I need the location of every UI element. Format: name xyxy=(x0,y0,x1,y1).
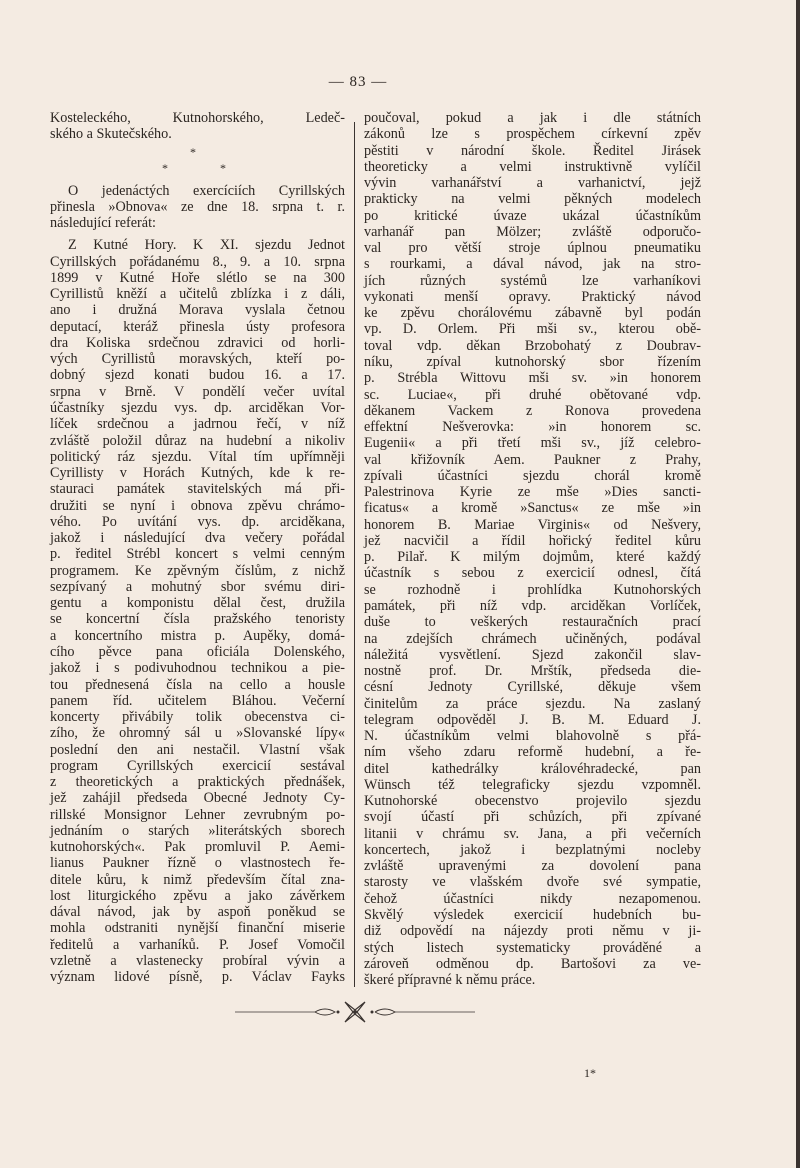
section-separator xyxy=(50,145,345,179)
text-line: kutnohorských«. Pak promluvil P. Aemi- xyxy=(50,839,345,856)
text-line: zákonů lze s prospěchem církevní zpěv xyxy=(364,126,701,143)
column-divider xyxy=(354,122,355,987)
text-line: z theoretických a praktických přednášek, xyxy=(50,774,345,791)
text-line: sezpívaný a mohutný sbor svému diri- xyxy=(50,578,345,595)
text-line: honorem B. Mariae Virginis« od Nešvery, xyxy=(364,516,701,533)
signature-mark: 1* xyxy=(584,1066,596,1080)
text-line: ke zpěvu chorálovému zábavně byl podán xyxy=(364,305,701,322)
page-number: — 83 — xyxy=(328,74,388,90)
text-line: gentu a komponistu dělal čest, družila xyxy=(50,595,345,612)
text-line: sc. Luciae«, při druhé obětované vdp. xyxy=(364,386,701,403)
text-line: starosty ve vlašském dvoře své sympatie, xyxy=(364,874,701,891)
text-line: p. Strébla Wittovu mši sv. »in honorem xyxy=(364,370,701,387)
text-line: pěstiti v národní škole. Ředitel Jirásek xyxy=(364,142,701,159)
text-line: zího, že ohromný sál u »Slovanské lípy« xyxy=(50,725,345,742)
text-line: p. ředitel Strébl koncert s velmi cenným xyxy=(50,546,345,563)
asterisk: * xyxy=(162,160,168,175)
text-line: val pro větší stroje úplnou pneumatiku xyxy=(364,240,701,257)
text-line: ského a Skutečského. xyxy=(50,126,172,143)
text-line: panem říd. učitelem Bláhou. Večerní xyxy=(50,692,345,709)
text-line: koncerty přivábily tolik obecenstva ci- xyxy=(50,709,345,726)
text-line: poučoval, pokud a jak i dle státních xyxy=(364,110,701,126)
text-line: effektní Nešverovka: »in honorem sc. xyxy=(364,419,701,436)
text-line: Cyrillisty v Horách Kutných, kde k re- xyxy=(50,465,345,482)
right-column xyxy=(364,110,701,988)
text-line: účastník s sebou z exercicií odnesl, čítá xyxy=(364,565,701,582)
text-line: deputací, kteráž přinesla ústy profesora xyxy=(50,318,345,335)
text-line: koncertech, jakož i bezplatnými nocleby xyxy=(364,841,701,858)
scan-edge xyxy=(796,0,800,1168)
text-line: význam lidové písně, p. Václav Fayks xyxy=(50,969,345,986)
text-line: litanii v chrámu sv. Jana, a při večerních xyxy=(364,825,701,842)
text-line: telegram odpověděl J. B. M. Eduard J. xyxy=(364,711,701,728)
text-line: děkanem Vackem z Ronova provedena xyxy=(364,402,701,419)
text-line: náležitá vysvětlení. Sjezd zakončil slav- xyxy=(364,646,701,663)
text-line: jakož i s podivuhodnou technikou a pie- xyxy=(50,660,345,677)
paragraph xyxy=(50,110,345,143)
text-line: dobný sjezd konati budou 16. a 17. xyxy=(50,367,345,384)
paragraph xyxy=(50,183,345,232)
text-line: p. Pilař. K milým dojmům, které každý xyxy=(364,549,701,566)
text-line: líček srdečnou a jadrnou řečí, v níž xyxy=(50,416,345,433)
text-line: theoreticky a velmi instruktivně vylíčil xyxy=(364,158,701,175)
text-line: vých Cyrillistů moravských, kteří po- xyxy=(50,351,345,368)
text-line: ficatus« a kromě »Sanctus« ze mše »in xyxy=(364,500,701,517)
text-line: diž odpovědí na nájezdy proti němu v ji- xyxy=(364,923,701,940)
text-line: ním všeho zdaru reformě hudební, a ře- xyxy=(364,744,701,761)
text-line: zpívali účastníci sjezdu chorál kromě xyxy=(364,467,701,484)
text-line: vykonati menší opravy. Praktický návod xyxy=(364,288,701,305)
text-line: na zdejších chrámech učiněných, podával xyxy=(364,630,701,647)
text-line: srpna v Brně. V pondělí večer uvítal xyxy=(50,383,345,400)
text-line: rillské Monsignor Lehner zevrubným po- xyxy=(50,806,345,823)
text-line: škeré přípravné k němu práce. xyxy=(364,972,536,989)
text-line: 1899 v Kutné Hoře slétlo se na 300 xyxy=(50,269,345,286)
text-line: zvláště položil důraz na hudební a nikoliv xyxy=(50,432,345,449)
text-line: dra Koliska srdečnou zdravici od horli- xyxy=(50,334,345,351)
text-line: jích různých systémů lze varhaníkovi xyxy=(364,272,701,289)
text-line: vývin varhanářství a varhanictví, jejž xyxy=(364,175,701,192)
text-line: césní Jednoty Cyrillské, děkuje všem xyxy=(364,679,701,696)
text-line: dával návod, jak by aspoň poněkud se xyxy=(50,904,345,921)
text-line: val křižovník Aem. Paukner z Prahy, xyxy=(364,451,701,468)
text-line: Wünsch též telegraficky sjezdu vzpomněl. xyxy=(364,776,701,793)
text-line: prakticky na velmi pěkných modelech xyxy=(364,191,701,208)
text-line: politický ráz sjezdu. Vítal tím upřímněji xyxy=(50,448,345,465)
text-line: Kosteleckého, Kutnohorského, Ledeč- xyxy=(50,110,345,126)
paragraph xyxy=(364,110,701,988)
text-line: ředitelů a varhaníků. P. Josef Vomočil xyxy=(50,936,345,953)
text-line: programem. Ke zpěvným číslům, z nichž xyxy=(50,562,345,579)
text-line: lost liturgického zpěvu a jako závěrkem xyxy=(50,887,345,904)
ornament-divider xyxy=(235,1000,475,1024)
text-line: tou přednesená čísla na cello a housle xyxy=(50,676,345,693)
text-line: ditel kathedrálky královéhradecké, pan xyxy=(364,760,701,777)
text-line: cího pěvce pana oficiála Dolenského, xyxy=(50,643,345,660)
text-line: zároveň odměnou dp. Bartošovi za ve- xyxy=(364,955,701,972)
text-line: toval vdp. děkan Brzobohatý z Doubrav- xyxy=(364,337,701,354)
text-line: účastníky sjezdu vys. dp. arciděkan Vor- xyxy=(50,399,345,416)
text-line: Skvělý výsledek exercicií hudebních bu- xyxy=(364,907,701,924)
text-line: O jedenáctých exercíciích Cyrillských xyxy=(68,182,345,199)
text-line: Z Kutné Hory. K XI. sjezdu Jednot xyxy=(68,237,345,254)
text-line: lianus Paukner řízně o vlastnostech ře- xyxy=(50,855,345,872)
text-line: program Cyrillských exercicií sestával xyxy=(50,757,345,774)
asterisk: * xyxy=(220,160,226,175)
text-line: následující referát: xyxy=(50,215,156,232)
text-line: s rourkami, a dával návod, jak na stro- xyxy=(364,256,701,273)
text-line: a koncertního mistra p. Aupěky, domá- xyxy=(50,627,345,644)
text-line: stých listech systematicky prováděné a xyxy=(364,939,701,956)
text-line: se rozhodně i prohlídka Kutnohorských xyxy=(364,581,701,598)
text-line: přinesla »Obnova« ze dne 18. srpna t. r. xyxy=(50,198,345,215)
text-line: družiti se nyní i obnova zpěvu chrámo- xyxy=(50,497,345,514)
text-line: jednáním o starých »literátských sborech xyxy=(50,822,345,839)
text-line: činitelům za práce sjezdu. Na zaslaný xyxy=(364,695,701,712)
text-line: ano i družná Morava vyslala četnou xyxy=(50,302,345,319)
text-line: vého. Po uvítání vys. dp. arciděkana, xyxy=(50,513,345,530)
text-line: Palestrinova Kyrie ze mše »Dies sancti- xyxy=(364,484,701,501)
text-line: Cyrillských pořádanému 8., 9. a 10. srpna xyxy=(50,253,345,270)
text-line: nostně prof. Dr. Mrštík, předseda die- xyxy=(364,663,701,680)
text-line: vzletně a vlastenecky probíral vývin a xyxy=(50,953,345,970)
text-line: jakož i následující dva večery pořádal xyxy=(50,530,345,547)
text-line: poslední den ani nestačil. Vlastní však xyxy=(50,741,345,758)
text-line: se koncertní čísla pražského tenoristy xyxy=(50,611,345,628)
text-line: duše to veškerých restauračních prací xyxy=(364,614,701,631)
asterisk: * xyxy=(190,144,196,159)
text-line: níku, zpíval kutnohorský sbor řízením xyxy=(364,353,701,370)
text-line: varhanář pan Mölzer; zvláště odporučo- xyxy=(364,223,701,240)
text-line: zvláště upravenými za dovolení pana xyxy=(364,858,701,875)
text-line: N. účastníkům velmi blahovolně s přá- xyxy=(364,728,701,745)
text-line: Cyrillistů kněží a učitelů zblízka i z dáli, xyxy=(50,286,345,303)
text-line: mohla odstraniti nynější finanční miserie xyxy=(50,920,345,937)
text-line: svojí účastí při schůzích, při zpívané xyxy=(364,809,701,826)
text-line: jež zahájil předseda Obecné Jednoty Cy- xyxy=(50,790,345,807)
text-line: Kutnohorské obecenstvo projevilo sjezdu xyxy=(364,793,701,810)
text-line: stauraci památek stavitelských má při- xyxy=(50,481,345,498)
text-line: jež nacvičil a řídil hořický ředitel kůru xyxy=(364,532,701,549)
text-line: vp. D. Orlem. Při mši sv., kterou obě- xyxy=(364,321,701,338)
text-line: čehož účastníci nikdy nezapomenou. xyxy=(364,890,701,907)
text-line: po kritické úvaze ukázal účastníkům xyxy=(364,207,701,224)
paragraph xyxy=(50,237,345,985)
left-column xyxy=(50,110,345,986)
text-line: Eugenii« a při třetí mši sv., jíž celebro- xyxy=(364,435,701,452)
text-line: památek, při níž vdp. arciděkan Vorlíček, xyxy=(364,597,701,614)
text-line: ditele kůru, k nimž především čítal zna- xyxy=(50,871,345,888)
